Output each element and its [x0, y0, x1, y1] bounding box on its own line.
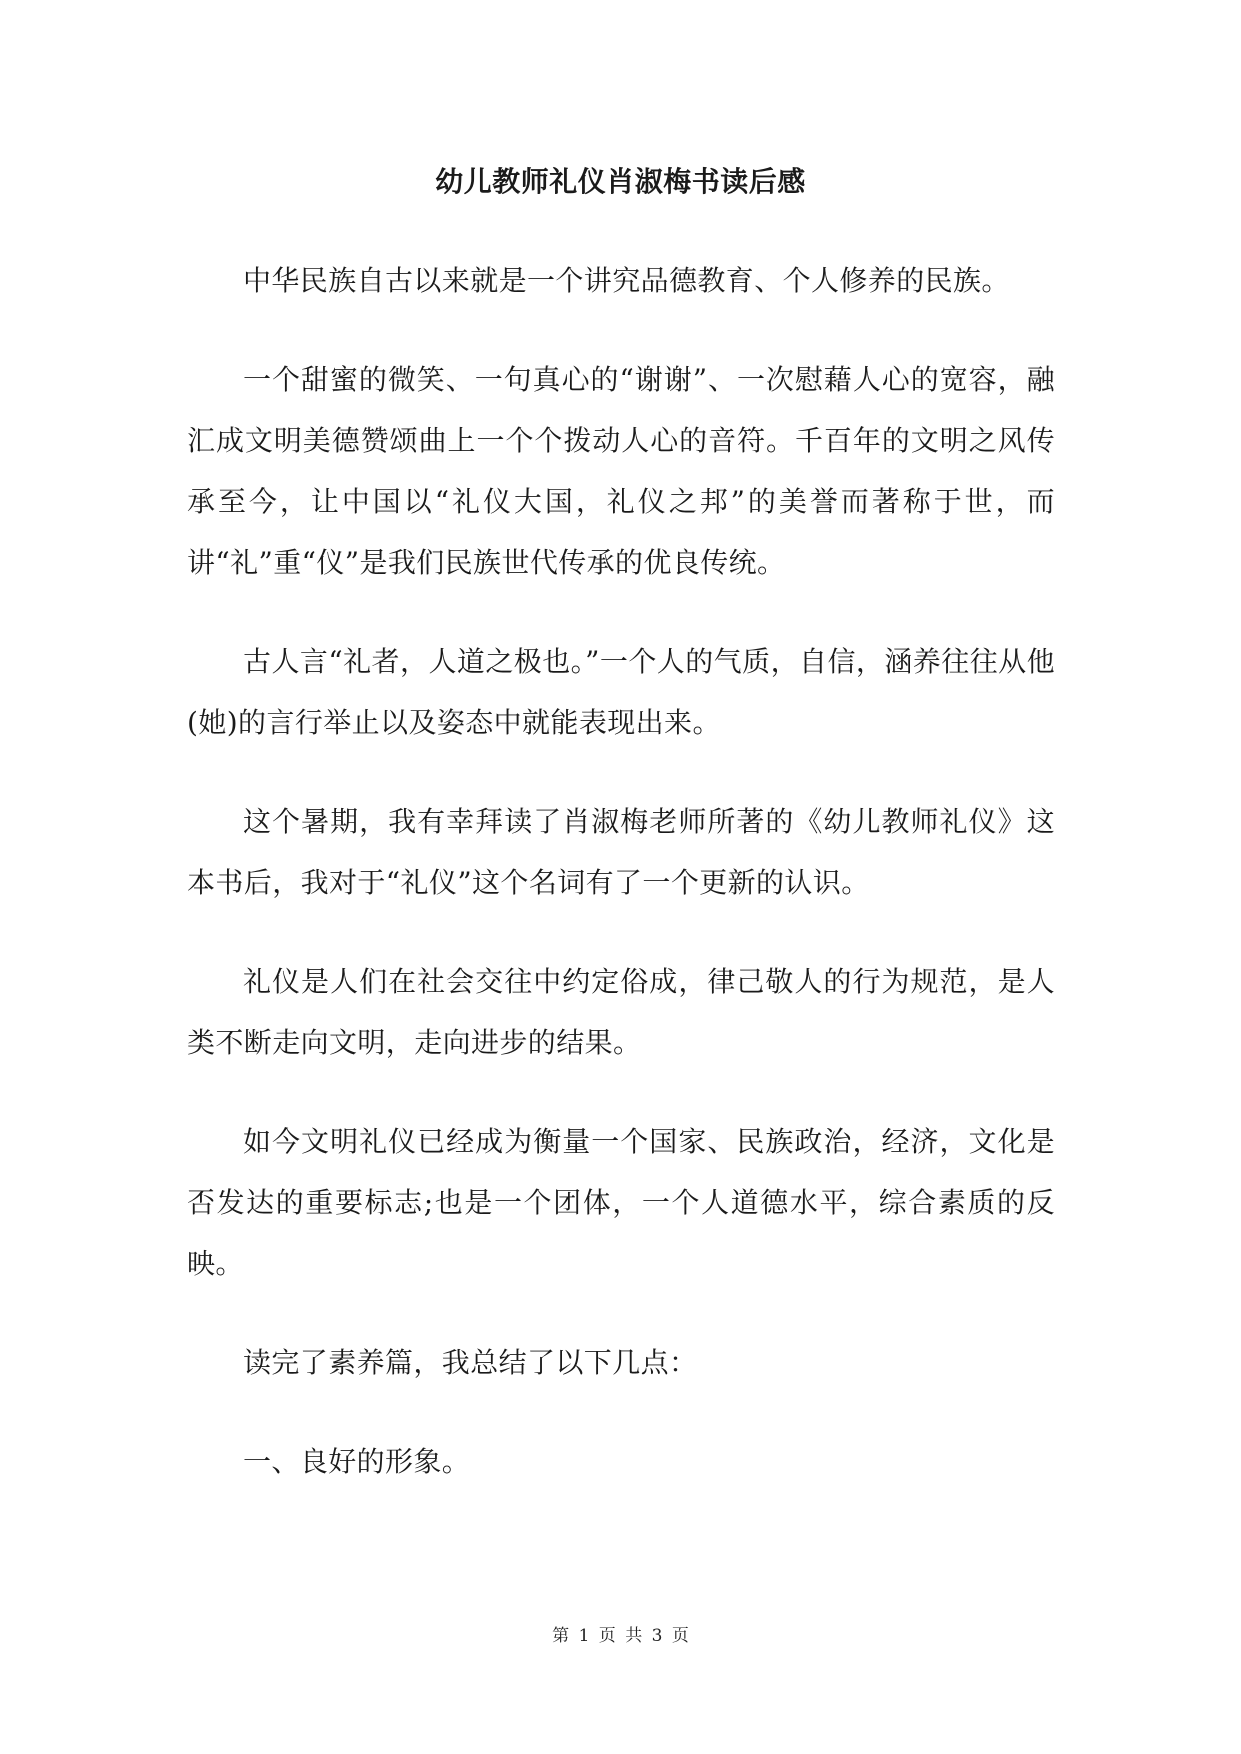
paragraph: 一个甜蜜的微笑、一句真心的“谢谢”、一次慰藉人心的宽容，融汇成文明美德赞颂曲上一个个拨动人心的音符。千百年的文明之风传承至今，让中国以“礼仪大国，礼仪之邦”的美誉而著称于世，而讲“礼”重“仪”是我们民族世代传承的优良传统。	[187, 363, 1055, 579]
document-title: 幼儿教师礼仪肖淑梅书读后感	[435, 165, 806, 198]
paragraph: 中华民族自古以来就是一个讲究品德教育、个人修养的民族。	[243, 264, 1010, 297]
paragraph: 这个暑期，我有幸拜读了肖淑梅老师所著的《幼儿教师礼仪》这本书后，我对于“礼仪”这个名词有了一个更新的认识。	[187, 805, 1055, 899]
page-number-footer: 第 1 页 共 3 页	[552, 1626, 689, 1646]
document-body	[187, 250, 1055, 1530]
paragraph: 礼仪是人们在社会交往中约定俗成，律己敬人的行为规范，是人类不断走向文明，走向进步的结果。	[187, 965, 1055, 1059]
paragraph: 古人言“礼者，人道之极也。”一个人的气质，自信，涵养往往从他(她)的言行举止以及姿态中就能表现出来。	[187, 645, 1055, 739]
paragraph: 如今文明礼仪已经成为衡量一个国家、民族政治，经济，文化是否发达的重要标志;也是一个团体，一个人道德水平，综合素质的反映。	[187, 1125, 1055, 1280]
paragraph: 读完了素养篇，我总结了以下几点：	[243, 1346, 698, 1379]
paragraph: 一、良好的形象。	[243, 1445, 471, 1478]
